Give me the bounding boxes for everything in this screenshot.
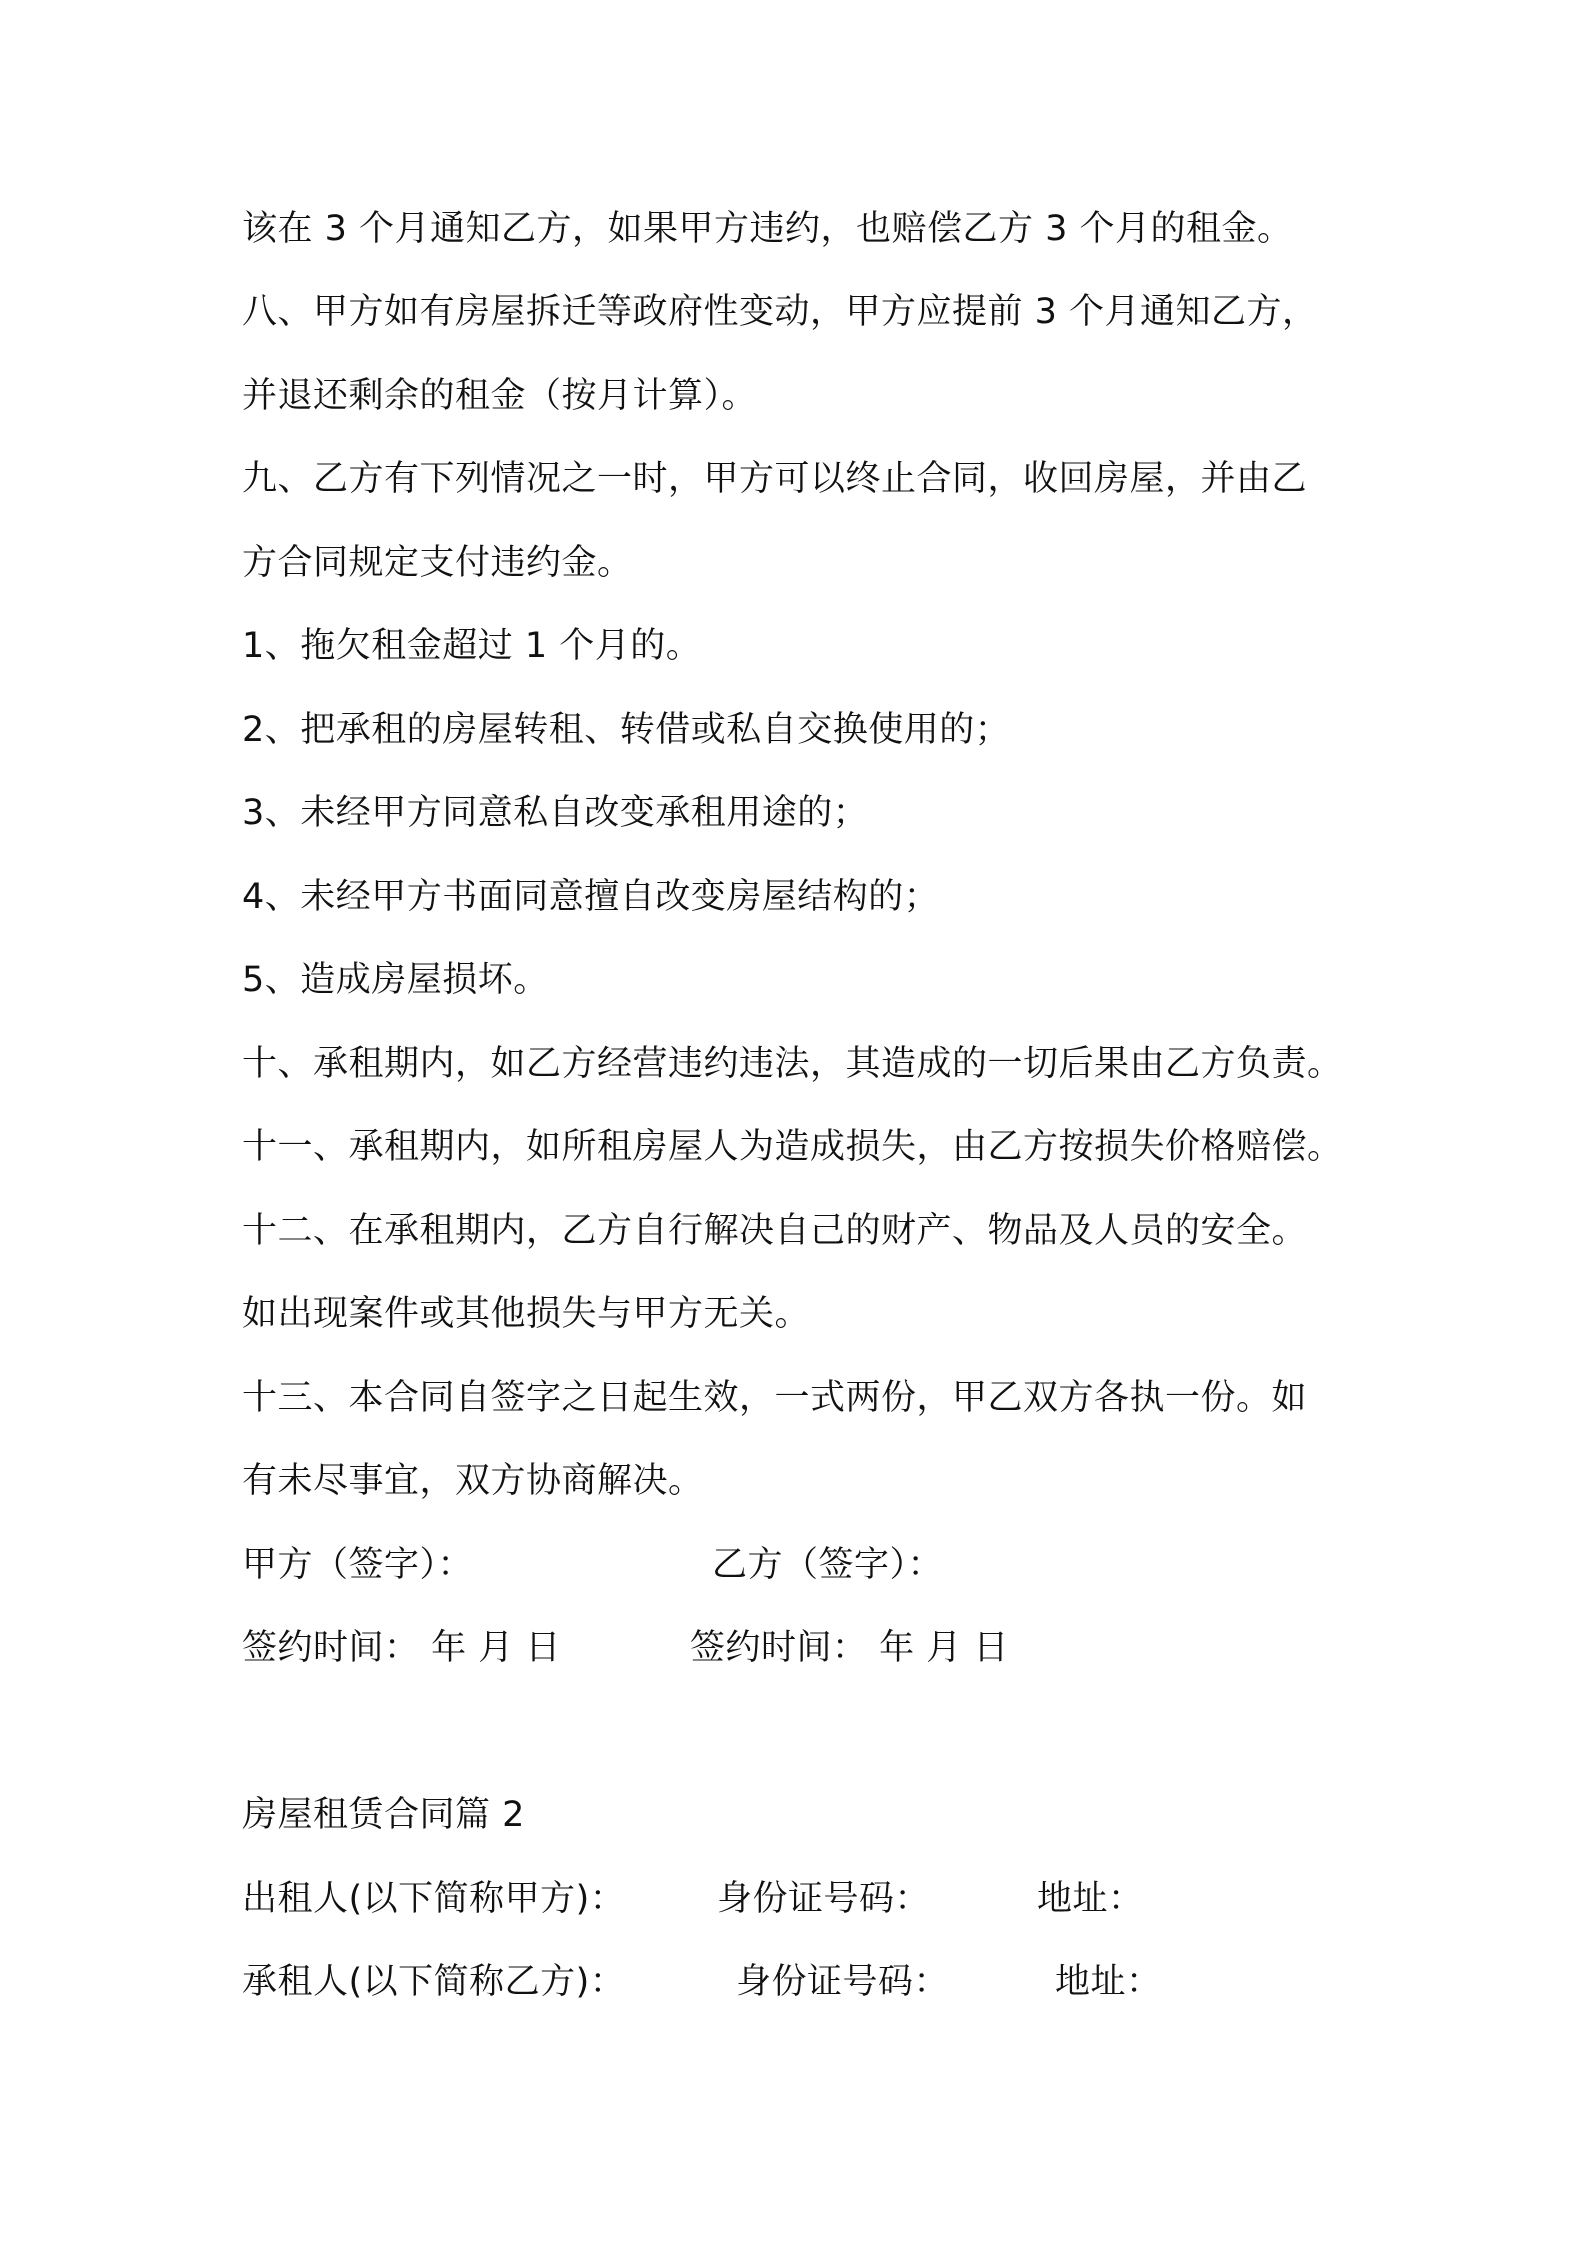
text-line-13: 十二、在承租期内，乙方自行解决自己的财产、物品及人员的安全。 — [242, 1211, 1308, 1251]
text-line-7: 2、把承租的房屋转租、转借或私自交换使用的； — [242, 710, 1011, 750]
text-line-9: 4、未经甲方书面同意擅自改变房屋结构的； — [242, 877, 940, 917]
text-line-6: 1、拖欠租金超过 1 个月的。 — [242, 626, 702, 666]
party-a-date-label: 签约时间： 年 月 日 — [242, 1628, 561, 1668]
lessee-address-label: 地址： — [1055, 1962, 1162, 2002]
text-line-16: 有未尽事宜，双方协商解决。 — [242, 1461, 704, 1501]
text-line-1: 该在 3 个月通知乙方，如果甲方违约，也赔偿乙方 3 个月的租金。 — [242, 209, 1293, 249]
text-line-8: 3、未经甲方同意私自改变承租用途的； — [242, 793, 869, 833]
text-line-15: 十三、本合同自签字之日起生效，一式两份，甲乙双方各执一份。如 — [242, 1378, 1308, 1418]
section-2-title: 房屋租赁合同篇 2 — [242, 1795, 525, 1835]
text-line-12: 十一、承租期内，如所租房屋人为造成损失，由乙方按损失价格赔偿。 — [242, 1127, 1343, 1167]
party-b-date-label: 签约时间： 年 月 日 — [690, 1628, 1009, 1668]
text-line-14: 如出现案件或其他损失与甲方无关。 — [242, 1294, 811, 1334]
text-line-4: 九、乙方有下列情况之一时，甲方可以终止合同，收回房屋，并由乙 — [242, 459, 1308, 499]
text-line-11: 十、承租期内，如乙方经营违约违法，其造成的一切后果由乙方负责。 — [242, 1044, 1343, 1084]
text-line-10: 5、造成房屋损坏。 — [242, 960, 549, 1000]
lessee-label: 承租人(以下简称乙方)： — [242, 1962, 626, 2002]
lessor-label: 出租人(以下简称甲方)： — [242, 1879, 626, 1919]
lessee-id-label: 身份证号码： — [736, 1962, 950, 2002]
lessor-id-label: 身份证号码： — [717, 1879, 931, 1919]
text-line-3: 并退还剩余的租金（按月计算）。 — [242, 376, 758, 416]
lessor-address-label: 地址： — [1037, 1879, 1144, 1919]
party-b-signature-label: 乙方（签字）： — [712, 1545, 944, 1585]
text-line-5: 方合同规定支付违约金。 — [242, 543, 633, 583]
text-line-2: 八、甲方如有房屋拆迁等政府性变动，甲方应提前 3 个月通知乙方， — [242, 292, 1318, 332]
party-a-signature-label: 甲方（签字）： — [242, 1545, 474, 1585]
